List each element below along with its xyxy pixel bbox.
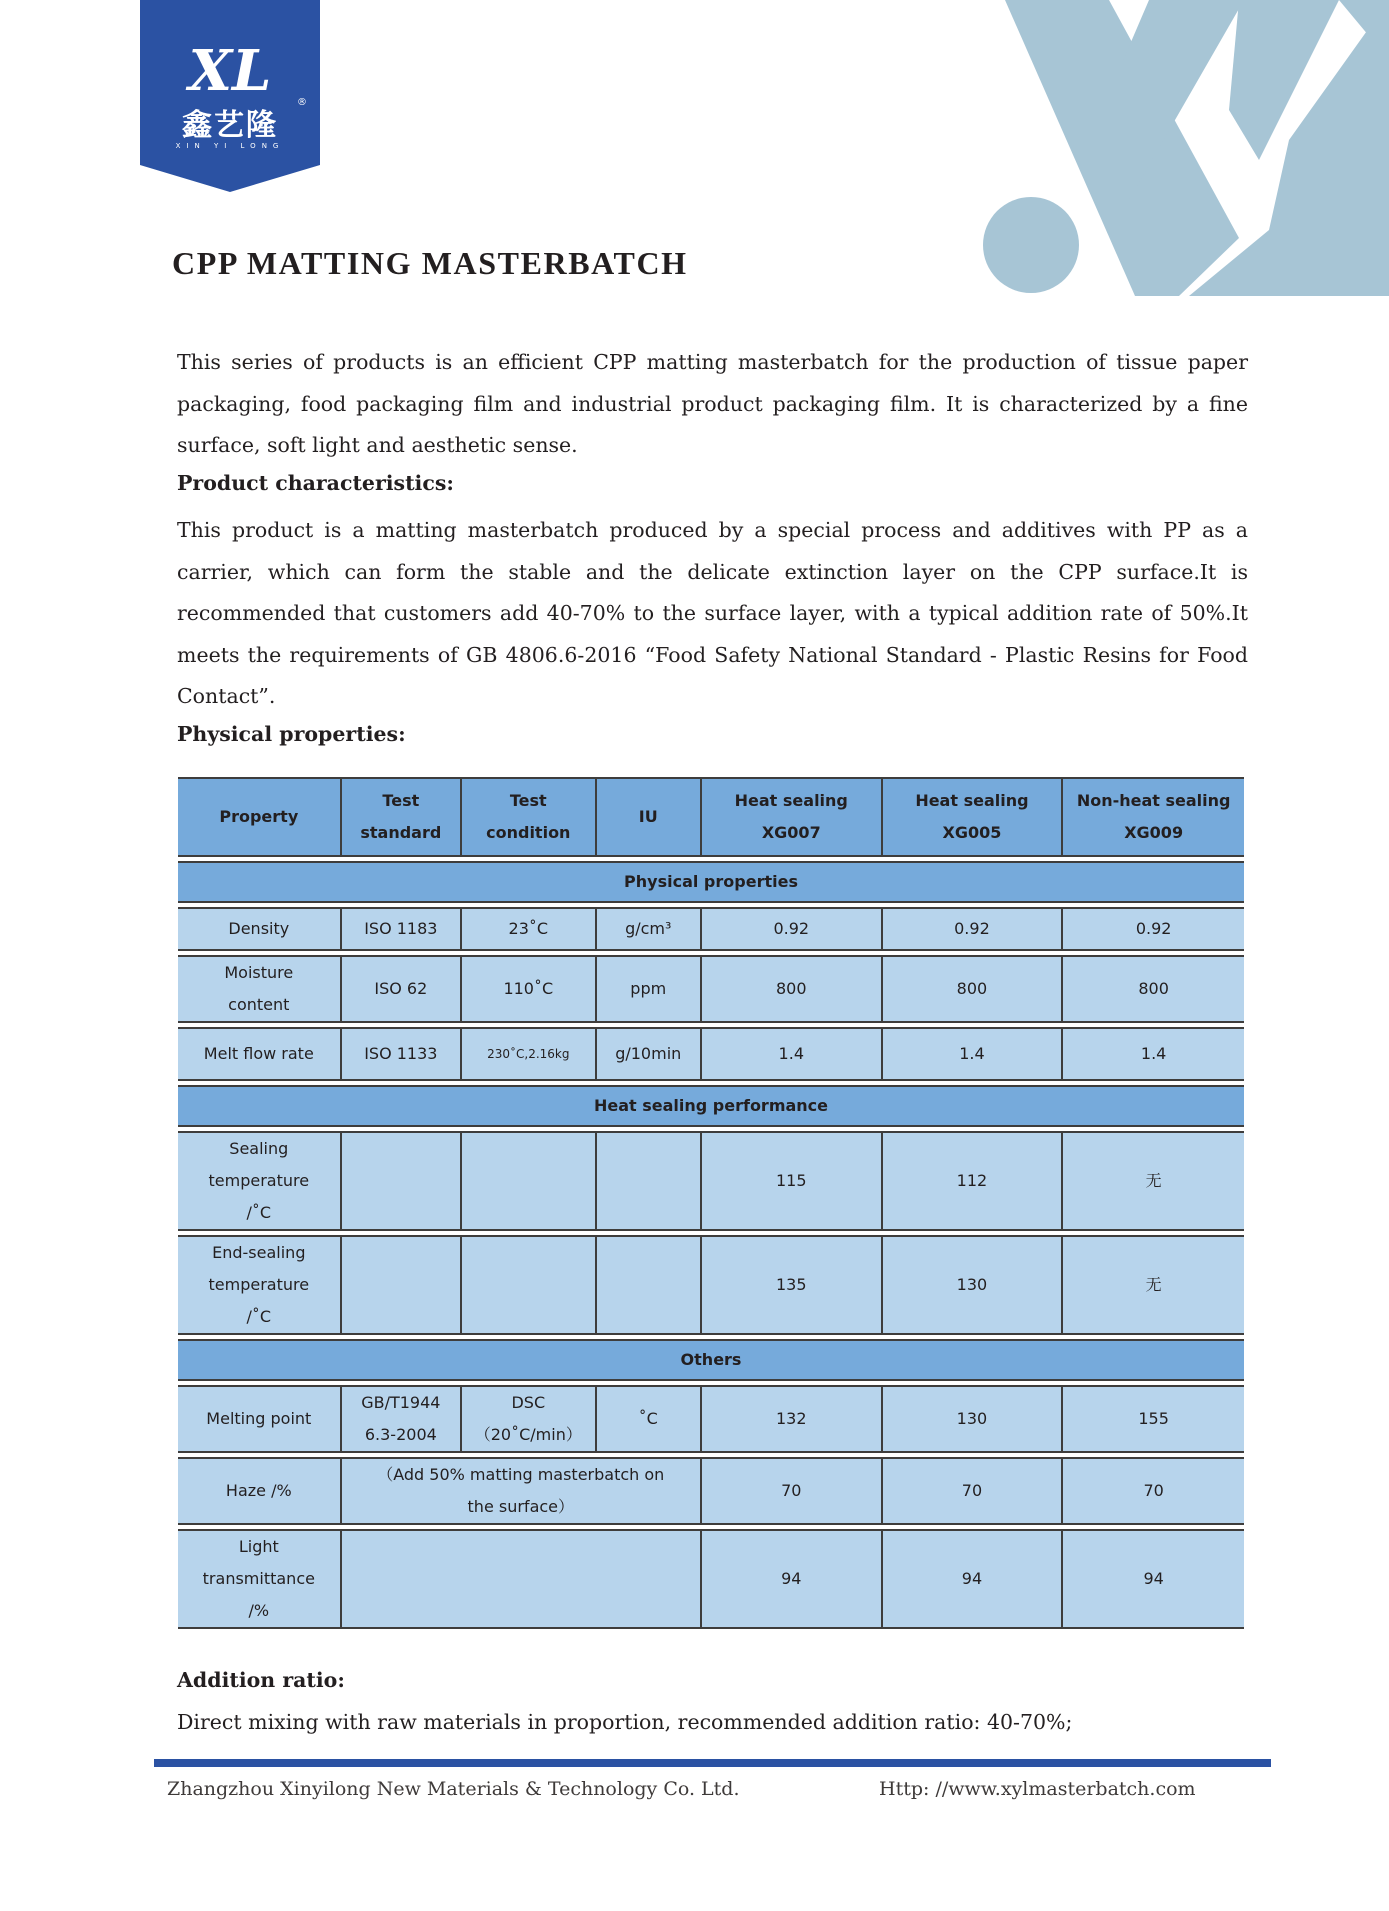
cell-property: Haze /% (178, 1457, 342, 1525)
cell-condition: 230˚C,2.16kg (462, 1027, 597, 1081)
cell-xg005: 0.92 (883, 907, 1064, 951)
cell-property: Moisture content (178, 955, 342, 1023)
cell-property: Melt flow rate (178, 1027, 342, 1081)
cell-unit: g/10min (597, 1027, 702, 1081)
cell-unit (597, 1235, 702, 1335)
col-header-test-condition: Test condition (462, 777, 597, 857)
col-header-test-standard: Test standard (342, 777, 462, 857)
col-header-property: Property (178, 777, 342, 857)
characteristics-heading: Product characteristics: (177, 471, 454, 495)
section-row-others (178, 1339, 1244, 1381)
table-header-row (178, 777, 1244, 857)
cell-xg005: 70 (883, 1457, 1064, 1525)
cell-xg007: 70 (702, 1457, 883, 1525)
footer-company: Zhangzhou Xinyilong New Materials & Technology Co. Ltd. (167, 1778, 740, 1800)
col-header-iu: IU (597, 777, 702, 857)
cell-xg009: 无 (1063, 1235, 1244, 1335)
characteristics-paragraph: This product is a matting masterbatch produced by a special process and additives with PP as a carrier, which can form the stable and the delicate extinction layer on the CPP surface.It is recommended that customers add 40-70% to the surface layer, with a typical addition rate of 50%.It meets the requirements of GB 4806.6-2016 “Food Safety National Standard - Plastic Resins for Food Contact”. (177, 518, 1248, 708)
cell-property: End-sealing temperature /˚C (178, 1235, 342, 1335)
cell-standard (342, 1131, 462, 1231)
cell-unit: g/cm³ (597, 907, 702, 951)
cell-condition (462, 1235, 597, 1335)
col-header-xg009: Non-heat sealing XG009 (1063, 777, 1244, 857)
registered-mark: ® (297, 97, 307, 108)
col-header-xg007: Heat sealing XG007 (702, 777, 883, 857)
cell-xg005: 94 (883, 1529, 1064, 1629)
cell-condition (462, 1131, 597, 1231)
cell-property: Sealing temperature /˚C (178, 1131, 342, 1231)
addition-ratio-text: Direct mixing with raw materials in proportion, recommended addition ratio: 40-70%; (177, 1710, 1073, 1734)
cell-unit: ppm (597, 955, 702, 1023)
cell-xg005: 130 (883, 1235, 1064, 1335)
cell-xg009: 800 (1063, 955, 1244, 1023)
section-row-heat-sealing (178, 1085, 1244, 1127)
cell-xg005: 130 (883, 1385, 1064, 1453)
cell-xg007: 800 (702, 955, 883, 1023)
cell-xg005: 800 (883, 955, 1064, 1023)
table-row-haze (178, 1457, 1244, 1525)
cell-xg009: 无 (1063, 1131, 1244, 1231)
section-row-physical (178, 861, 1244, 903)
table-row-melting-point (178, 1385, 1244, 1453)
section-label: Others (178, 1339, 1244, 1381)
cell-haze-note: （Add 50% matting masterbatch on the surface） (342, 1457, 702, 1525)
cell-condition: 23˚C (462, 907, 597, 951)
intro-paragraph: This series of products is an efficient CPP matting masterbatch for the production of tissue paper packaging, food packaging film and industrial product packaging film. It is characterized by a fine surface, soft light and aesthetic sense. (177, 350, 1248, 457)
table-row-melt-flow (178, 1027, 1244, 1081)
decorative-xl-graphic (939, 0, 1389, 300)
cell-xg009: 1.4 (1063, 1027, 1244, 1081)
table-row-density (178, 907, 1244, 951)
cell-condition: DSC （20˚C/min） (462, 1385, 597, 1453)
cell-unit (597, 1131, 702, 1231)
table-row-end-sealing-temperature (178, 1235, 1244, 1335)
cell-xg007: 94 (702, 1529, 883, 1629)
cell-xg009: 94 (1063, 1529, 1244, 1629)
logo-chinese-name: 鑫艺隆 (182, 108, 278, 143)
cell-standard (342, 1235, 462, 1335)
logo-mark: XL (188, 38, 272, 104)
logo-badge-shape (140, 0, 320, 192)
cell-xg009: 155 (1063, 1385, 1244, 1453)
cell-empty (342, 1529, 702, 1629)
brand-logo (140, 0, 320, 192)
cell-xg005: 1.4 (883, 1027, 1064, 1081)
section-label: Heat sealing performance (178, 1085, 1244, 1127)
logo-english-name: XIN YI LONG (175, 142, 285, 150)
cell-unit: ˚C (597, 1385, 702, 1453)
cell-xg009: 70 (1063, 1457, 1244, 1525)
footer-website: Http: //www.xylmasterbatch.com (879, 1778, 1196, 1800)
cell-xg007: 1.4 (702, 1027, 883, 1081)
cell-xg005: 112 (883, 1131, 1064, 1231)
section-label: Physical properties (178, 861, 1244, 903)
page-title: CPP MATTING MASTERBATCH (172, 245, 688, 281)
cell-standard: GB/T1944 6.3-2004 (342, 1385, 462, 1453)
table-row-moisture (178, 955, 1244, 1023)
cell-property: Melting point (178, 1385, 342, 1453)
cell-xg007: 115 (702, 1131, 883, 1231)
cell-xg007: 132 (702, 1385, 883, 1453)
cell-property: Light transmittance /% (178, 1529, 342, 1629)
cell-xg007: 0.92 (702, 907, 883, 951)
table-row-light-transmittance (178, 1529, 1244, 1629)
cell-property: Density (178, 907, 342, 951)
cell-xg009: 0.92 (1063, 907, 1244, 951)
physical-properties-heading: Physical properties: (177, 722, 406, 746)
table-row-sealing-temperature (178, 1131, 1244, 1231)
addition-ratio-heading: Addition ratio: (177, 1668, 345, 1692)
cell-standard: ISO 1183 (342, 907, 462, 951)
cell-condition: 110˚C (462, 955, 597, 1023)
cell-xg007: 135 (702, 1235, 883, 1335)
cell-standard: ISO 62 (342, 955, 462, 1023)
col-header-xg005: Heat sealing XG005 (883, 777, 1064, 857)
footer-divider (154, 1759, 1271, 1767)
cell-standard: ISO 1133 (342, 1027, 462, 1081)
properties-table (178, 773, 1244, 1633)
